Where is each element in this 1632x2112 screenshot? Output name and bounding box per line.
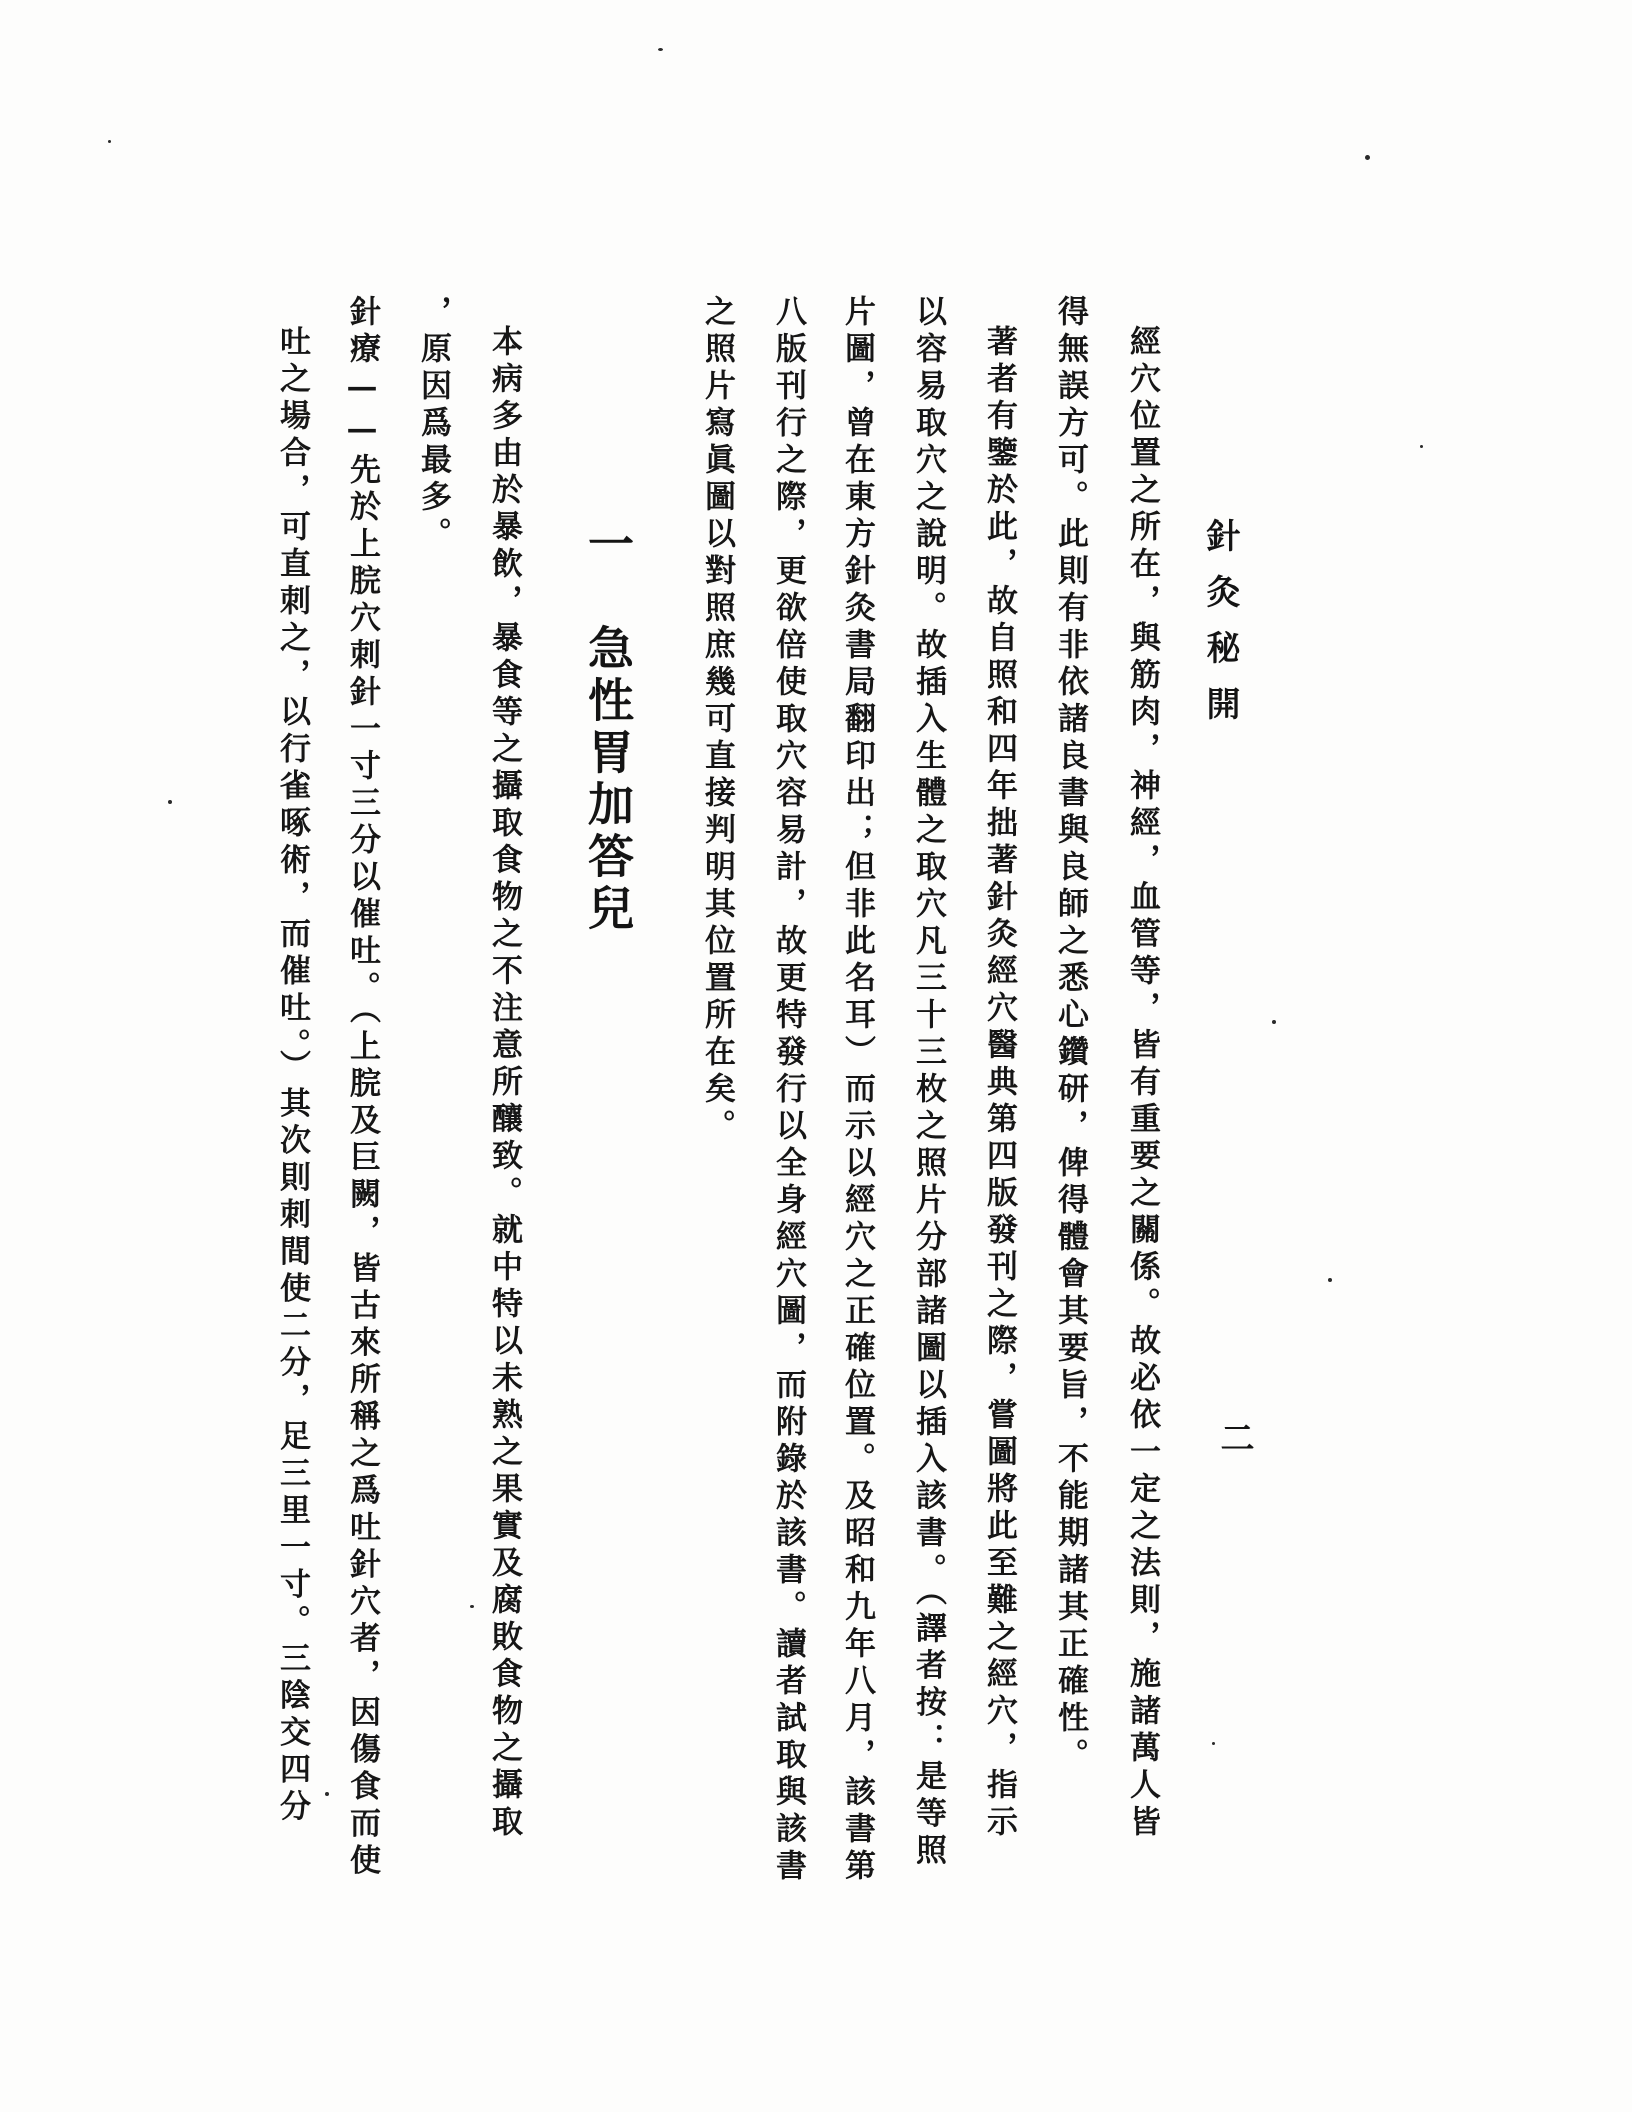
- scan-speck: [108, 140, 111, 143]
- text-column: 得無誤方可。此則有非依諸良書與良師之悉心鑽研，俾得體會其要旨，不能期諸其正確性。: [1052, 295, 1088, 1775]
- scan-speck: [1365, 155, 1370, 160]
- text-column: 本病多由於暴飲，暴食等之攝取食物之不注意所釀致。就中特以未熟之果實及腐敗食物之攝取: [486, 325, 522, 1842]
- text-column: 片圖，曾在東方針灸書局翻印出；但非此名耳）而示以經穴之正確位置。及昭和九年八月，該書第: [839, 295, 875, 1886]
- text-column: ，原因爲最多。: [415, 295, 451, 554]
- scan-speck: [1272, 1020, 1276, 1024]
- section-heading: 一 急性胃加答兒: [581, 520, 635, 936]
- scan-speck: [325, 1792, 329, 1796]
- text-column: 經穴位置之所在，與筋肉，神經，血管等，皆有重要之關係。故必依一定之法則，施諸萬人皆: [1124, 325, 1160, 1842]
- text-column: 針療——先於上脘穴刺針一寸三分以催吐。（上脘及巨闕，皆古來所稱之爲吐針穴者，因傷食而使: [344, 295, 380, 1881]
- running-header-title: 針灸秘開: [1200, 518, 1240, 742]
- scan-speck: [1328, 1278, 1332, 1282]
- scan-speck: [168, 800, 172, 804]
- text-column: 吐之場合，可直刺之，以行雀啄術，而催吐。）其次則刺間使二分，足三里一寸。三陰交四分: [274, 325, 310, 1827]
- scan-speck: [658, 48, 663, 51]
- text-column: 著者有鑒於此，故自照和四年拙著針灸經穴醫典第四版發刊之際，嘗圖將此至難之經穴，指示: [981, 325, 1017, 1842]
- text-column: 以容易取穴之說明。故插入生體之取穴凡三十三枚之照片分部諸圖以插入該書。（譯者按：是等照: [910, 295, 946, 1871]
- scan-speck: [470, 1605, 474, 1608]
- scan-speck: [1212, 1742, 1215, 1745]
- text-column: 之照片寫眞圖以對照庶幾可直接判明其位置所在矣。: [699, 295, 735, 1146]
- text-column: 八版刊行之際，更欲倍使取穴容易計，故更特發行以全身經穴圖，而附錄於該書。讀者試取與該書: [770, 295, 806, 1886]
- page-number: 二: [1214, 1420, 1254, 1454]
- scan-speck: [1420, 445, 1423, 448]
